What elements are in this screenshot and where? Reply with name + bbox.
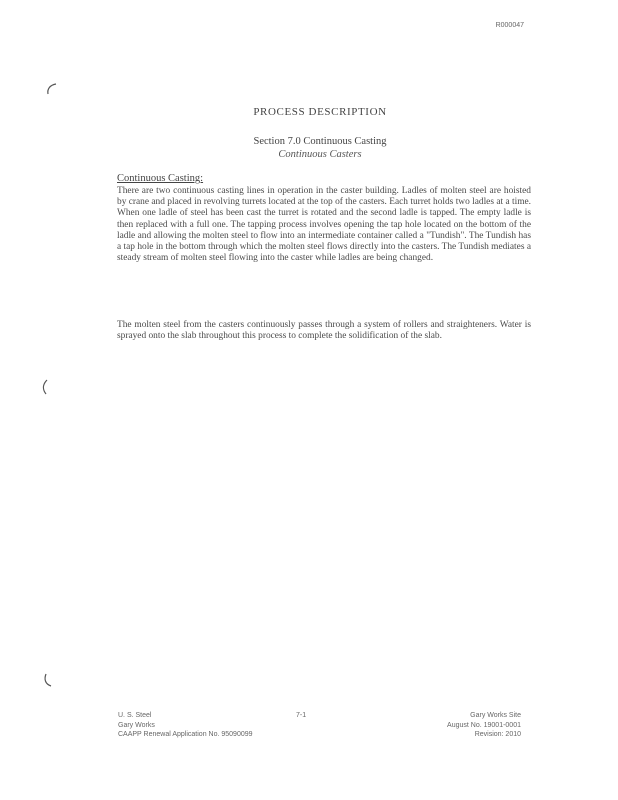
- punch-hole-mark-icon: [44, 82, 58, 100]
- section-title: Section 7.0 Continuous Casting: [253, 136, 387, 147]
- footer-page-number: 7-1: [296, 712, 307, 719]
- subsection-title: Continuous Casters: [278, 149, 362, 160]
- footer-document-number: August No. 19001-0001: [447, 721, 521, 729]
- footer-revision: Revision: 2010: [474, 731, 521, 738]
- footer-site: Gary Works Site: [470, 712, 521, 719]
- footer-left: [118, 711, 253, 740]
- document-id: R000047: [495, 22, 524, 29]
- footer-company: U. S. Steel: [118, 712, 152, 719]
- document-title: PROCESS DESCRIPTION: [253, 106, 387, 118]
- body-paragraph: The molten steel from the casters continuously passes through a system of rollers and straighteners. Water is sprayed onto the slab throughout this process to complete the solidification of the slab.: [117, 320, 531, 342]
- punch-hole-mark-icon: [38, 378, 52, 396]
- footer-facility: Gary Works: [118, 721, 155, 729]
- footer-right: [447, 711, 521, 740]
- footer-application-number: CAAPP Renewal Application No. 95090099: [118, 731, 253, 738]
- body-paragraph: There are two continuous casting lines in operation in the caster building. Ladles of molten steel are hoisted by crane and placed in revolving turrets located at the top of the casters. Each turret holds two ladles at a time. When one ladle of steel has been cast the turret is rotated and the second ladle is tapped. The empty ladle is then replaced with a full one. The tapping process involves opening the tap hole located on the bottom of the ladle and allowing the molten steel to flow into an intermediate container called a "Tundish". The Tundish has a tap hole in the bottom through which the molten steel flows directly into the casters. The Tundish mediates a steady stream of molten steel flowing into the caster while ladles are being changed.: [117, 186, 531, 264]
- punch-hole-mark-icon: [40, 672, 54, 690]
- paragraph-heading: Continuous Casting:: [117, 173, 204, 184]
